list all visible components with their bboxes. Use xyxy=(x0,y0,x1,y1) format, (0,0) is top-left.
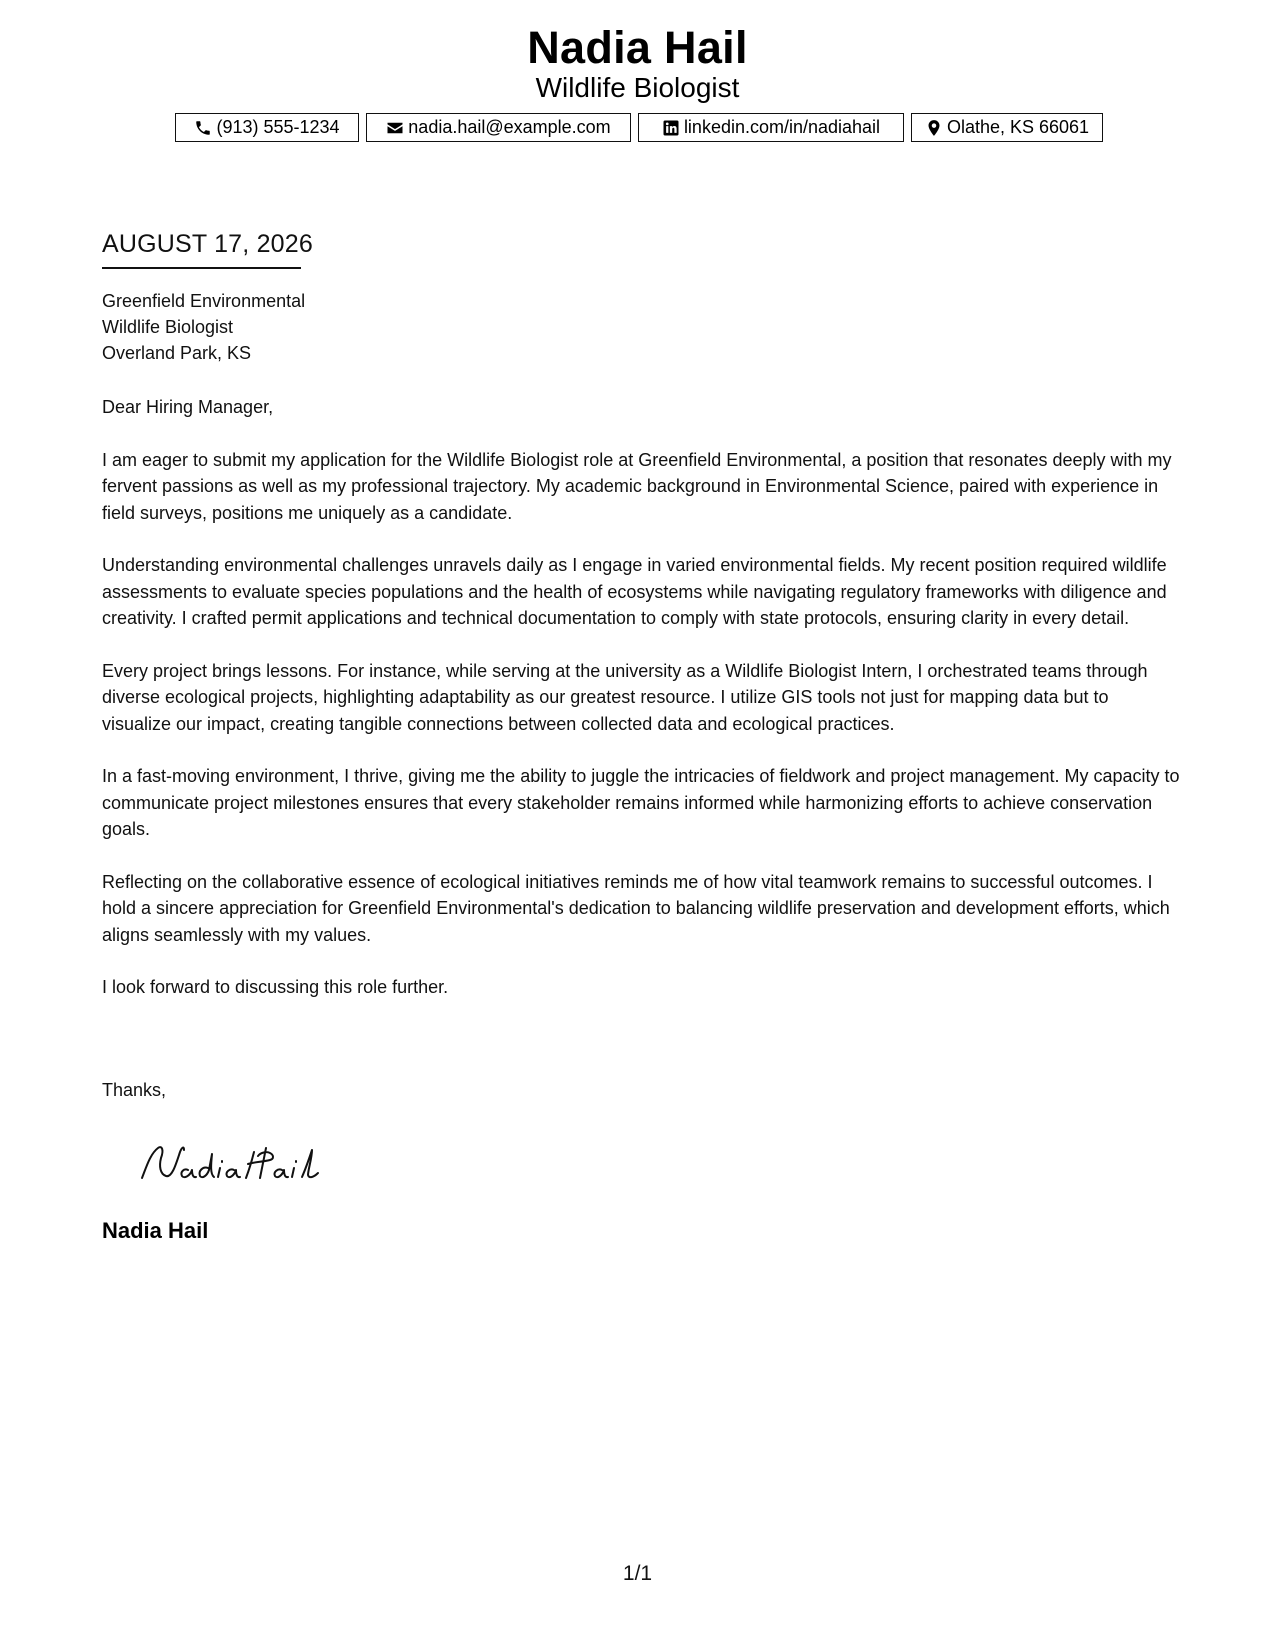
handwritten-signature xyxy=(136,1138,336,1188)
body-paragraph: Understanding environmental challenges unravels daily as I engage in varied environmental fields. My recent position required wildlife assessments to evaluate species populations and the health of ecosystems while navigating regulatory frameworks with diligence and creativity. I crafted permit applications and technical documentation to comply with state protocols, ensuring clarity in every detail. xyxy=(102,555,1167,628)
phone-icon xyxy=(194,119,212,137)
contact-location-text: Olathe, KS 66061 xyxy=(946,117,1090,137)
contact-phone-text: (913) 555-1234 xyxy=(216,117,340,137)
letter-header xyxy=(0,20,1275,104)
body-paragraph: Every project brings lessons. For instance, while serving at the university as a Wildlife Biologist Intern, I orchestrated teams through diverse ecological projects, highlighting adaptability as our greatest resource. I utilize GIS tools not just for mapping data but to visualize our impact, creating tangible connections between collected data and ecological practices. xyxy=(102,660,1148,734)
linkedin-icon xyxy=(662,119,680,137)
recipient-position: Wildlife Biologist xyxy=(102,317,234,337)
contact-email-text: nadia.hail@example.com xyxy=(408,117,611,137)
envelope-icon xyxy=(386,119,404,137)
letter-date: AUGUST 17, 2026 xyxy=(102,230,313,258)
contact-bar xyxy=(0,113,1275,142)
contact-location xyxy=(911,113,1103,142)
contact-linkedin-text: linkedin.com/in/nadiahail xyxy=(683,117,881,137)
signer-name: Nadia Hail xyxy=(102,1218,209,1243)
body-paragraph: Reflecting on the collaborative essence of ecological initiatives reminds me of how vital teamwork remains to successful outcomes. I hold a sincere appreciation for Greenfield Environmental's dedication to balancing wildlife preservation and development efforts, which aligns seamlessly with my values. xyxy=(102,871,1170,945)
contact-linkedin[interactable] xyxy=(638,113,904,142)
map-pin-icon xyxy=(925,119,943,137)
body-paragraph: I look forward to discussing this role further. xyxy=(102,977,449,997)
body-paragraph: I am eager to submit my application for the Wildlife Biologist role at Greenfield Environmental, a position that resonates deeply with my fervent passions as well as my professional trajectory. My academic background in Environmental Science, paired with experience in field surveys, positions me uniquely as a candidate. xyxy=(102,449,1172,523)
letter-body xyxy=(102,394,1182,1027)
recipient-block xyxy=(102,288,305,366)
closing: Thanks, xyxy=(102,1080,167,1100)
applicant-name: Nadia Hail xyxy=(527,22,748,73)
contact-phone xyxy=(175,113,359,142)
body-paragraph: In a fast-moving environment, I thrive, giving me the ability to juggle the intricacies of fieldwork and project management. My capacity to communicate project milestones ensures that every stakeholder remains informed while harmonizing efforts to achieve conservation goals. xyxy=(102,766,1180,839)
recipient-company: Greenfield Environmental xyxy=(102,291,306,311)
date-underline xyxy=(102,267,301,269)
applicant-title: Wildlife Biologist xyxy=(535,72,740,103)
contact-email[interactable] xyxy=(366,113,631,142)
salutation: Dear Hiring Manager, xyxy=(102,397,274,417)
page-number: 1/1 xyxy=(622,1562,653,1585)
recipient-location: Overland Park, KS xyxy=(102,343,252,363)
